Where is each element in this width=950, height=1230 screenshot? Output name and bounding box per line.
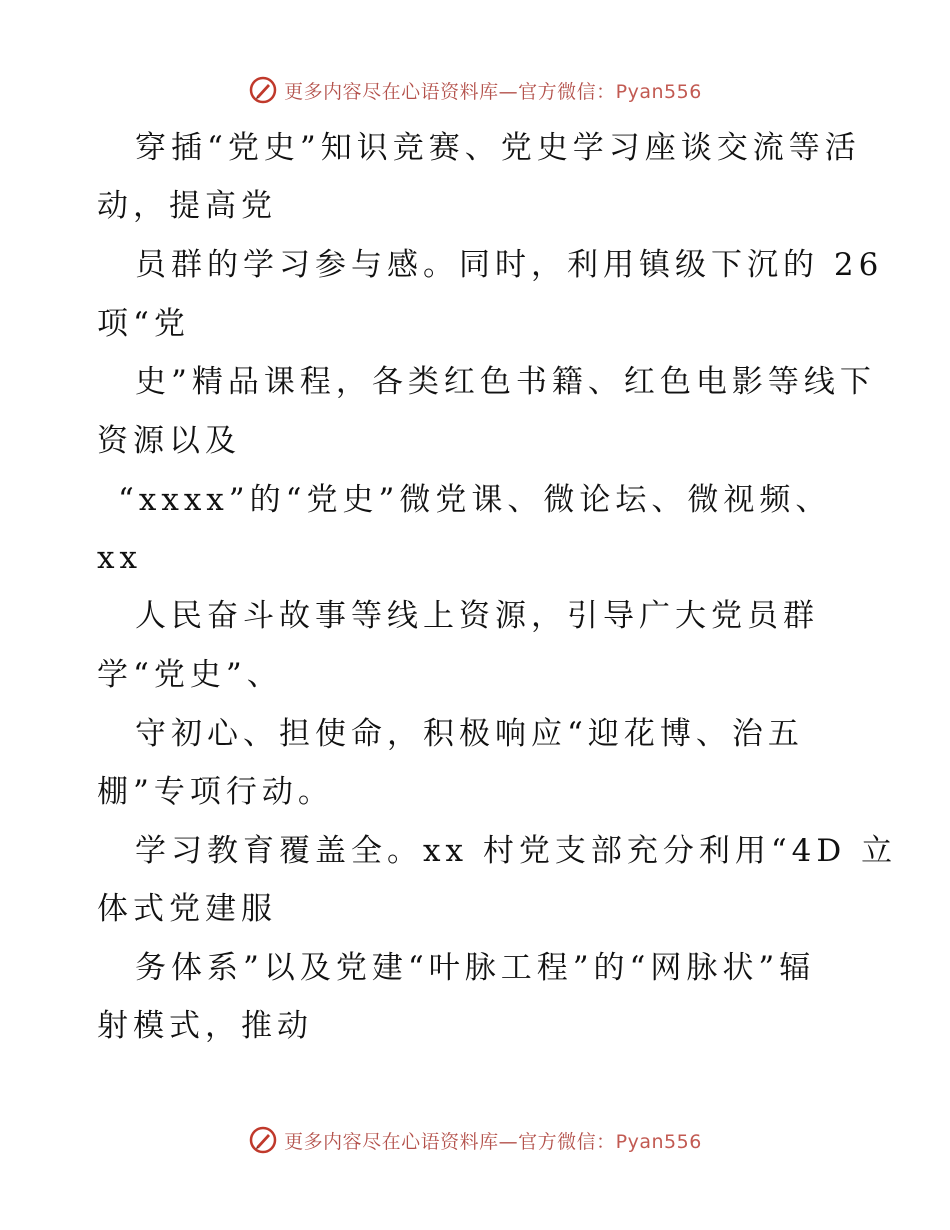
body-line-3: 员群的学习参与感。同时，利用镇级下沉的 26 [135,247,884,283]
body-line-13: 学习教育覆盖全。xx 村党支部充分利用“4D 立 [135,833,898,869]
body-line-6: 资源以及 [97,423,241,459]
body-line-15: 务体系”以及党建“叶脉工程”的“网脉状”辐 [135,950,816,986]
body-line-2: 动，提高党 [97,188,277,224]
body-line-14: 体式党建服 [97,891,277,927]
footer-wechat-id: Pyan556 [615,1130,702,1153]
header-wechat-id: Pyan556 [615,80,702,103]
body-line-11: 守初心、担使命，积极响应“迎花博、治五 [135,716,804,752]
body-line-8: xx [97,540,142,576]
header-banner [0,70,950,110]
footer-banner-text: 更多内容尽在心语资料库—官方微信：Pyan556 [284,1130,702,1153]
header-banner-text: 更多内容尽在心语资料库—官方微信：Pyan556 [284,80,702,103]
body-line-9: 人民奋斗故事等线上资源，引导广大党员群 [135,598,819,634]
pen-logo-icon [248,1125,278,1155]
body-line-7: “xxxx”的“党史”微党课、微论坛、微视频、 [118,482,832,518]
body-line-5: 史”精品课程，各类红色书籍、红色电影等线下 [135,364,876,400]
footer-banner [0,1120,950,1160]
pen-logo-icon [248,75,278,105]
body-line-16: 射模式，推动 [97,1008,313,1044]
body-line-1: 穿插“党史”知识竞赛、党史学习座谈交流等活 [135,130,861,166]
body-line-4: 项“党 [97,306,190,342]
body-line-12: 棚”专项行动。 [97,774,334,810]
body-line-10: 学“党史”、 [97,657,283,693]
